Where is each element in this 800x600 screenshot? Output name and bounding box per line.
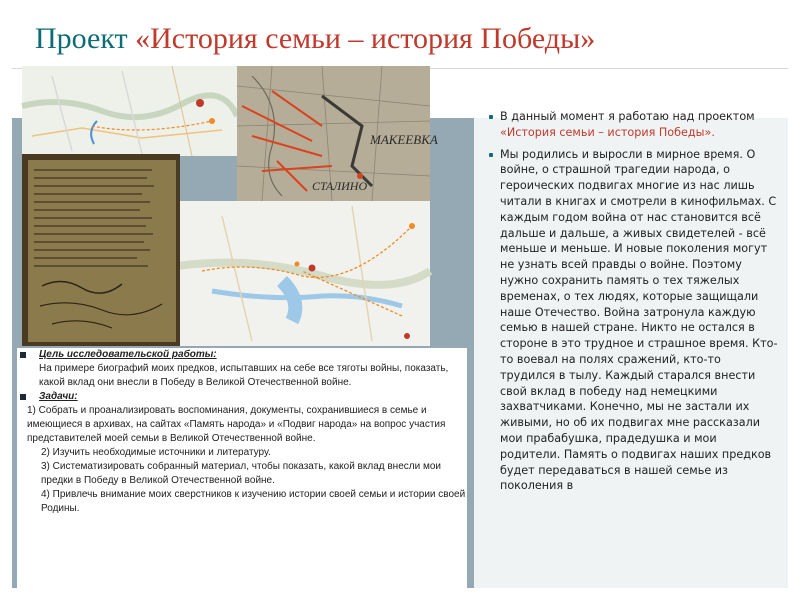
bullet-dot-icon	[489, 153, 493, 157]
route-map-image	[22, 66, 237, 156]
map-label-stalino: СТАЛИНО	[312, 179, 368, 193]
tasks-heading-row	[17, 390, 467, 404]
map-label-makeevka: МАКЕЕВКА	[370, 132, 438, 147]
goal-heading: Цель исследовательской работы:	[39, 349, 217, 360]
image-collage	[22, 66, 438, 346]
tasks-list	[17, 404, 467, 516]
collage-svg	[22, 66, 438, 346]
paragraph-2	[488, 147, 778, 495]
bullet-dot-icon	[489, 115, 493, 119]
paragraph-1	[488, 109, 778, 141]
goals-tasks-box	[17, 348, 467, 588]
region-map-image	[177, 201, 430, 346]
slide-title	[35, 22, 775, 56]
military-map-image	[237, 66, 438, 201]
tasks-heading: Задачи:	[39, 391, 78, 402]
title-project-name: «История семьи – история Победы»	[135, 22, 596, 55]
archive-document-image	[22, 154, 180, 346]
task-item-4: 4) Привлечь внимание моих сверстников к изучению истории своей семьи и истории своей Родины.	[41, 489, 466, 514]
paragraph-1-text: В данный момент я работаю над проектом	[500, 110, 755, 123]
goal-heading-row	[17, 348, 467, 362]
task-item-1: 1) Собрать и проанализировать воспоминания, документы, сохранившиеся в семье и имеющиеся в архивах, на сайтах «Память народа» и «Подвиг народа» на вопрос участия представителей моей семьи в Великой Отечественной войне.	[27, 405, 446, 444]
title-prefix: Проект	[35, 22, 136, 55]
task-item-2: 2) Изучить необходимые источники и литературу.	[41, 447, 271, 458]
bullet-square-icon	[20, 352, 26, 358]
paragraph-1-project-name: «История семьи – история Победы».	[500, 125, 715, 139]
paragraph-2-text: Мы родились и выросли в мирное время. О войне, о страшной трагедии народа, о героических подвигах многие из нас лишь читали в книгах и смотрели в кинофильмах. С каждым годом война от нас становится всё дальше и дальше, а живых свидетелей - всё меньше и меньше. И новые поколения могут не узнать всей правды о войне. Поэтому нужно сохранить память о тех тяжелых временах, о тех людях, которые защищали наше Отечество. Война затронула каждую семью в нашей стране. Никто не остался в стороне в это трудное и страшное время. Кто-то воевал на полях сражений, кто-то трудился в тылу. Каждый старался внести свой вклад в победу над немецкими захватчиками. Конечно, мы не застали их живыми, но об их подвигах мне рассказали мои прабабушка, прадедушка и мои родители. Память о подвигах наших предков будет передаваться в нашей семье из поколения в	[500, 147, 778, 493]
project-description	[488, 109, 778, 594]
bullet-square-icon	[20, 394, 26, 400]
task-item-3: 3) Систематизировать собранный материал, чтобы показать, какой вклад внесли мои предки в Победу в Великой Отечественной войне.	[41, 461, 441, 486]
goal-text: На примере биографий моих предков, испытавших на себе все тяготы войны, показать, какой вклад они внесли в Победу в Великой Отечественной войне.	[39, 363, 449, 388]
